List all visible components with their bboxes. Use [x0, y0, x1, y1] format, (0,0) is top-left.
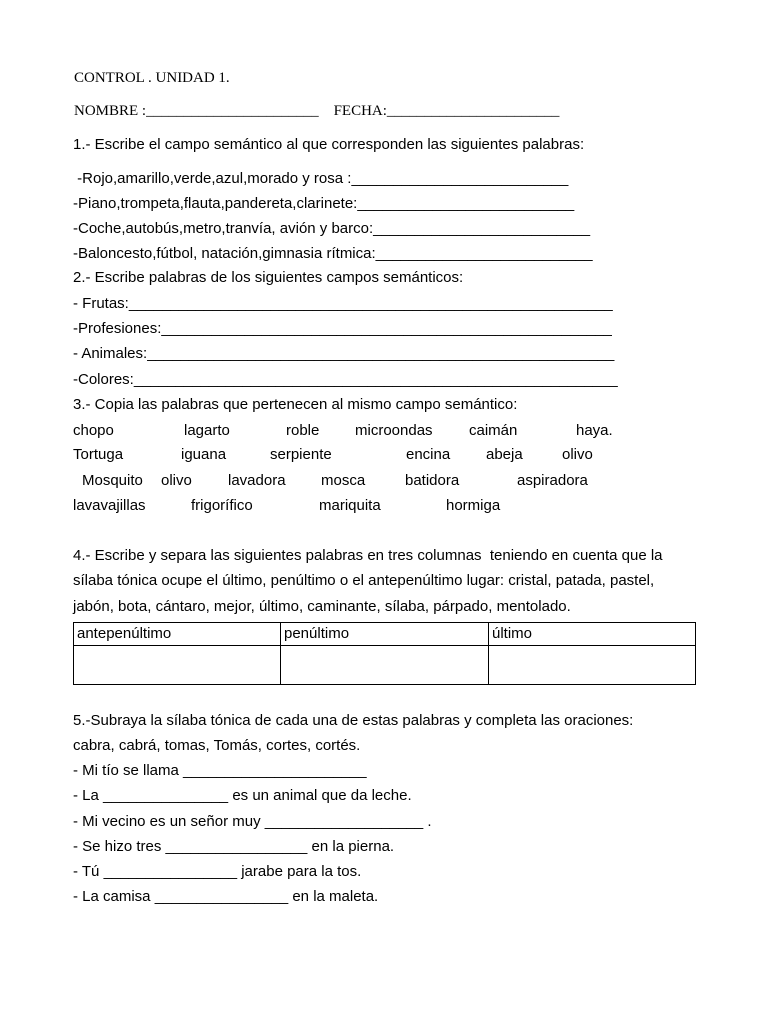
q5-sentence[interactable]: - Mi vecino es un señor muy ___________________ .: [73, 813, 432, 830]
q3-word: haya.: [576, 422, 613, 439]
q1-item[interactable]: -Coche,autobús,metro,tranvía, avión y barco:__________________________: [73, 220, 591, 237]
q2-item[interactable]: - Animales:________________________________________________________: [73, 345, 615, 362]
q3-word: olivo: [161, 472, 192, 489]
q3-word: lavavajillas: [73, 497, 146, 514]
answer-cell[interactable]: [489, 646, 696, 685]
q3-word: mariquita: [319, 497, 381, 514]
q3-prompt: 3.- Copia las palabras que pertenecen al mismo campo semántico:: [73, 396, 518, 413]
name-date-line[interactable]: NOMBRE :_______________________ FECHA:_______________________: [74, 103, 560, 119]
q1-prompt: 1.- Escribe el campo semántico al que corresponden las siguientes palabras:: [73, 136, 585, 153]
q3-word: roble: [286, 422, 320, 439]
q3-word: batidora: [405, 472, 460, 489]
column-header: antepenúltimo: [74, 623, 281, 646]
q5-sentence[interactable]: - Tú ________________ jarabe para la tos.: [73, 863, 362, 880]
q5-text: cabra, cabrá, tomas, Tomás, cortes, cortés.: [73, 737, 361, 754]
q4-text: sílaba tónica ocupe el último, penúltimo o el antepenúltimo lugar: cristal, patada, pastel,: [73, 572, 655, 589]
q3-word: serpiente: [270, 446, 332, 463]
q1-item[interactable]: -Baloncesto,fútbol, natación,gimnasia rítmica:__________________________: [73, 245, 593, 262]
table-answer-row: [74, 646, 696, 685]
table-header-row: [74, 623, 696, 646]
q5-sentence[interactable]: - Se hizo tres _________________ en la pierna.: [73, 838, 395, 855]
column-header: último: [489, 623, 696, 646]
q4-text: 4.- Escribe y separa las siguientes palabras en tres columnas teniendo en cuenta que la: [73, 547, 663, 564]
q3-word: encina: [406, 446, 451, 463]
q1-item[interactable]: -Piano,trompeta,flauta,pandereta,clarinete:__________________________: [73, 195, 575, 212]
q3-word: aspiradora: [517, 472, 588, 489]
q2-prompt: 2.- Escribe palabras de los siguientes campos semánticos:: [73, 269, 464, 286]
worksheet-title: CONTROL . UNIDAD 1.: [74, 70, 230, 86]
q5-sentence[interactable]: - La _______________ es un animal que da leche.: [73, 787, 412, 804]
q2-item[interactable]: -Profesiones:______________________________________________________: [73, 320, 612, 337]
q4-text: jabón, bota, cántaro, mejor, último, caminante, sílaba, párpado, mentolado.: [73, 598, 571, 615]
q1-item[interactable]: -Rojo,amarillo,verde,azul,morado y rosa :__________________________: [73, 170, 569, 187]
answer-cell[interactable]: [74, 646, 281, 685]
q3-word: olivo: [562, 446, 593, 463]
q3-word: abeja: [486, 446, 523, 463]
q3-word: Mosquito: [82, 472, 143, 489]
q3-word: chopo: [73, 422, 114, 439]
syllable-columns-table: [73, 622, 696, 685]
column-header: penúltimo: [281, 623, 489, 646]
q2-item[interactable]: -Colores:__________________________________________________________: [73, 371, 618, 388]
q3-word: hormiga: [446, 497, 501, 514]
q3-word: caimán: [469, 422, 518, 439]
q5-sentence[interactable]: - Mi tío se llama ______________________: [73, 762, 367, 779]
q2-item[interactable]: - Frutas:__________________________________________________________: [73, 295, 613, 312]
q3-word: frigorífico: [191, 497, 253, 514]
q3-word: mosca: [321, 472, 366, 489]
q3-word: Tortuga: [73, 446, 124, 463]
q3-word: lagarto: [184, 422, 230, 439]
q5-sentence[interactable]: - La camisa ________________ en la maleta.: [73, 888, 379, 905]
q3-word: lavadora: [228, 472, 286, 489]
q3-word: microondas: [355, 422, 433, 439]
q5-text: 5.-Subraya la sílaba tónica de cada una de estas palabras y completa las oraciones:: [73, 712, 634, 729]
answer-cell[interactable]: [281, 646, 489, 685]
q3-word: iguana: [181, 446, 227, 463]
